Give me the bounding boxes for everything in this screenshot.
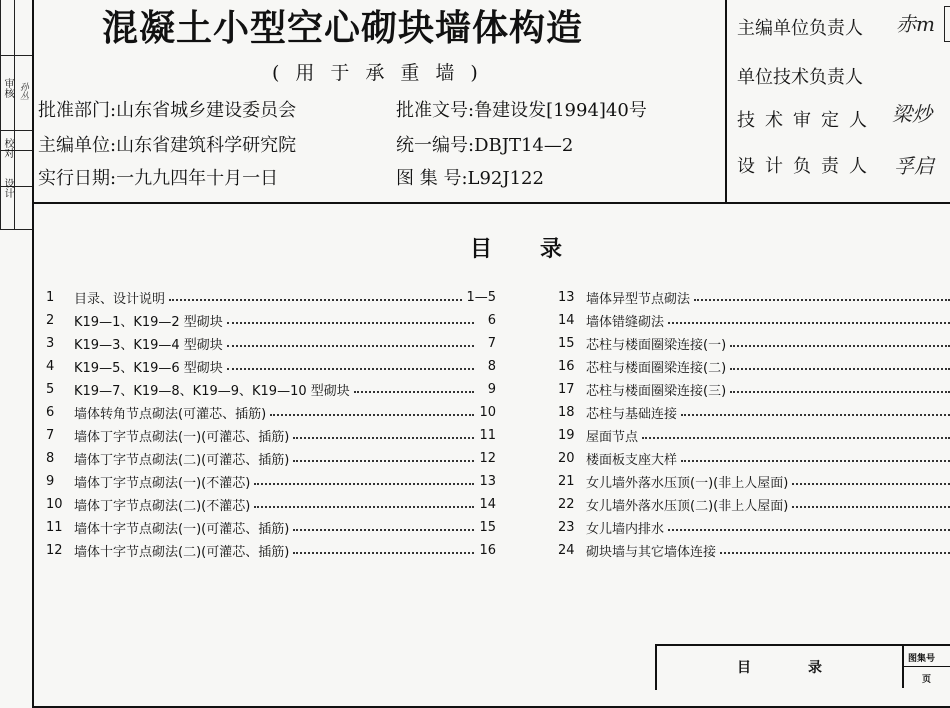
toc-row: [46, 493, 496, 515]
toc-num: 19: [558, 427, 575, 443]
strip-cell-check: 校对: [2, 138, 13, 158]
toc-title: K19—7、K19—8、K19—9、K19—10 型砌块: [74, 383, 350, 399]
toc-leader: [681, 414, 950, 416]
strip-cell-design: 设计: [2, 178, 13, 198]
toc-page: 7: [487, 335, 496, 351]
toc-leader: [354, 391, 474, 393]
toc-row: [46, 378, 496, 400]
tech-reviewer-signature: 梁炒: [892, 102, 932, 126]
header-bottom-rule: [32, 202, 950, 204]
toc-heading-left: 目: [470, 237, 493, 262]
toc-leader: [293, 552, 474, 554]
toc-row: [558, 332, 950, 354]
toc-num: 15: [558, 335, 575, 351]
chief-editor-label: 主编单位负责人: [737, 18, 863, 39]
toc-leader: [730, 345, 950, 347]
toc-leader: [293, 437, 474, 439]
toc-num: 8: [46, 450, 55, 466]
tech-reviewer-label: 技术审定人: [737, 110, 877, 131]
toc-heading-right: 录: [540, 237, 563, 262]
toc-leader: [792, 483, 950, 485]
toc-title: 楼面板支座大样: [586, 452, 678, 468]
approval-no: 批准文号:鲁建设发[1994]40号: [396, 100, 647, 121]
title-block-label-left: 目: [737, 660, 751, 676]
toc-title: 砌块墙与其它墙体连接: [586, 544, 717, 560]
toc-heading: [470, 232, 562, 263]
toc-title: 女儿墙外落水压顶(二)(非上人屋面): [586, 498, 789, 514]
toc-row: [558, 470, 950, 492]
toc-leader: [227, 322, 474, 324]
toc-row: [46, 286, 496, 308]
toc-page: 13: [479, 473, 496, 489]
toc-row: [46, 447, 496, 469]
toc-title: 墙体丁字节点砌法(一)(不灌芯): [74, 475, 251, 491]
toc-page: 11: [479, 427, 496, 443]
toc-title: 芯柱与楼面圈梁连接(一): [586, 337, 727, 353]
toc-title: 墙体丁字节点砌法(一)(可灌芯、插筋): [74, 429, 290, 445]
toc-leader: [668, 322, 950, 324]
design-head-signature: 孚启: [894, 154, 934, 178]
frame-left-border: [32, 0, 34, 708]
toc-row: [558, 447, 950, 469]
toc-leader: [293, 460, 474, 462]
toc-page: 16: [479, 542, 496, 558]
toc-leader: [227, 345, 474, 347]
toc-title: 墙体丁字节点砌法(二)(可灌芯、插筋): [74, 452, 290, 468]
toc-leader: [720, 552, 950, 554]
toc-row: [46, 470, 496, 492]
toc-num: 6: [46, 404, 55, 420]
toc-row: [558, 424, 950, 446]
toc-title: 墙体异型节点砌法: [586, 291, 691, 307]
toc-num: 4: [46, 358, 55, 374]
toc-title: 墙体转角节点砌法(可灌芯、插筋): [74, 406, 267, 422]
toc-title: K19—5、K19—6 型砌块: [74, 360, 223, 376]
strip-cell-review: 审核: [2, 78, 13, 98]
toc-title: 芯柱与楼面圈梁连接(二): [586, 360, 727, 376]
toc-num: 3: [46, 335, 55, 351]
strip-signature: 孙丛: [18, 82, 28, 100]
toc-row: [46, 539, 496, 561]
toc-title: 芯柱与楼面圈梁连接(三): [586, 383, 727, 399]
toc-leader: [254, 483, 474, 485]
toc-num: 1: [46, 289, 55, 305]
toc-row: [46, 332, 496, 354]
toc-title: 墙体十字节点砌法(二)(可灌芯、插筋): [74, 544, 290, 560]
design-head-label: 设计负责人: [737, 156, 877, 177]
toc-row: [558, 286, 950, 308]
toc-row: [46, 424, 496, 446]
toc-row: [558, 493, 950, 515]
signature-box: [944, 6, 950, 42]
toc-page: 14: [479, 496, 496, 512]
toc-row: [558, 539, 950, 561]
toc-title: 屋面节点: [586, 429, 639, 445]
toc-num: 12: [46, 542, 63, 558]
title-block-rule: [902, 666, 950, 667]
toc-row: [558, 378, 950, 400]
title-block: [655, 644, 950, 690]
binding-strip: [0, 0, 32, 230]
chief-editor-signature: 赤m: [896, 12, 935, 36]
toc-row: [558, 401, 950, 423]
toc-num: 5: [46, 381, 55, 397]
toc-title: K19—3、K19—4 型砌块: [74, 337, 223, 353]
toc-row: [46, 309, 496, 331]
unified-no: 统一编号:DBJT14—2: [396, 135, 574, 156]
toc-leader: [642, 437, 950, 439]
toc-leader: [293, 529, 474, 531]
toc-num: 23: [558, 519, 575, 535]
effective-date: 实行日期:一九九四年十月一日: [38, 168, 279, 189]
toc-title: 芯柱与基础连接: [586, 406, 678, 422]
toc-num: 13: [558, 289, 575, 305]
toc-row: [558, 355, 950, 377]
toc-row: [558, 516, 950, 538]
header-divider: [725, 0, 727, 202]
toc-page: 1—5: [466, 289, 496, 305]
title-block-label-right: 录: [808, 660, 822, 676]
toc-leader: [730, 391, 950, 393]
toc-leader: [681, 460, 950, 462]
toc-row: [46, 516, 496, 538]
toc-num: 14: [558, 312, 575, 328]
toc-num: 11: [46, 519, 63, 535]
page-title: 混凝土小型空心砌块墙体构造: [102, 8, 584, 49]
toc-num: 20: [558, 450, 575, 466]
toc-leader: [169, 299, 462, 301]
toc-num: 7: [46, 427, 55, 443]
toc-page: 6: [487, 312, 496, 328]
toc-title: 女儿墙内排水: [586, 521, 665, 537]
toc-num: 24: [558, 542, 575, 558]
toc-leader: [694, 299, 950, 301]
toc-leader: [730, 368, 950, 370]
toc-row: [46, 355, 496, 377]
toc-title: K19—1、K19—2 型砌块: [74, 314, 223, 330]
page-label: 页: [922, 675, 932, 685]
toc-page: 9: [487, 381, 496, 397]
toc-title: 墙体丁字节点砌法(二)(不灌芯): [74, 498, 251, 514]
toc-row: [558, 309, 950, 331]
toc-num: 17: [558, 381, 575, 397]
toc-leader: [270, 414, 474, 416]
toc-page: 15: [479, 519, 496, 535]
tech-head-label: 单位技术负责人: [737, 67, 863, 88]
toc-num: 18: [558, 404, 575, 420]
toc-page: 12: [479, 450, 496, 466]
toc-leader: [792, 506, 950, 508]
toc-title: 目录、设计说明: [74, 291, 166, 307]
toc-page: 8: [487, 358, 496, 374]
toc-num: 21: [558, 473, 575, 489]
atlas-no: 图 集 号:L92J122: [396, 168, 544, 189]
toc-leader: [668, 529, 950, 531]
toc-leader: [227, 368, 474, 370]
approval-dept: 批准部门:山东省城乡建设委员会: [38, 100, 297, 121]
toc-num: 16: [558, 358, 575, 374]
page-subtitle: (用于承重墙): [272, 62, 494, 84]
toc-title: 女儿墙外落水压顶(一)(非上人屋面): [586, 475, 789, 491]
toc-title: 墙体错缝砌法: [586, 314, 665, 330]
toc-num: 22: [558, 496, 575, 512]
toc-num: 9: [46, 473, 55, 489]
toc-page: 10: [479, 404, 496, 420]
toc-leader: [254, 506, 474, 508]
editor-unit: 主编单位:山东省建筑科学研究院: [38, 135, 297, 156]
atlas-no-label: 图集号: [908, 654, 936, 664]
toc-row: [46, 401, 496, 423]
toc-num: 10: [46, 496, 63, 512]
toc-title: 墙体十字节点砌法(一)(可灌芯、插筋): [74, 521, 290, 537]
toc-num: 2: [46, 312, 55, 328]
